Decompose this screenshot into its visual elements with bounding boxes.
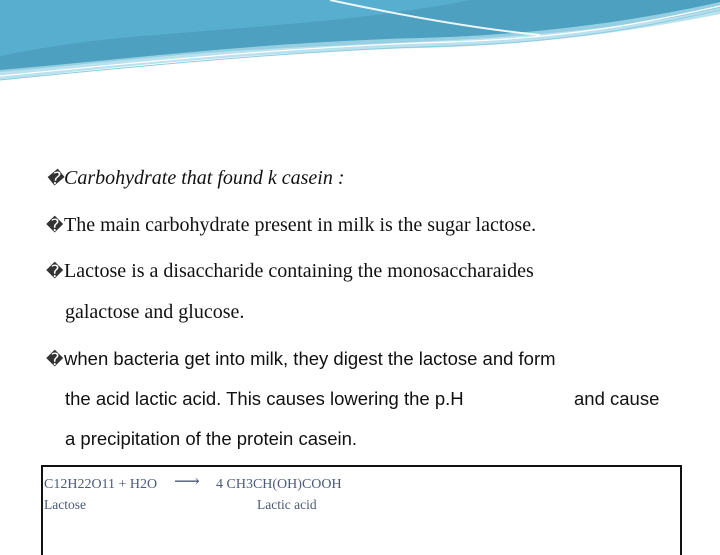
- bullet-lactose-disaccharide: [46, 260, 534, 283]
- reaction-arrow-icon: ⟶: [174, 471, 200, 491]
- product-label: Lactic acid: [257, 497, 317, 512]
- bullet-continuation: galactose and glucose.: [65, 301, 245, 323]
- equation-reactants: C12H22O11 + H2O: [44, 477, 158, 492]
- bullet-carbohydrate-heading: [46, 167, 345, 190]
- bullet-glyph-icon: �: [46, 169, 64, 189]
- bullet-glyph-icon: �: [46, 262, 64, 282]
- equation-product: 4 CH3CH(OH)COOH: [216, 477, 342, 492]
- bullet-bacteria: [46, 348, 556, 370]
- bullet-glyph-icon: �: [46, 350, 64, 370]
- equation-box: [41, 465, 682, 555]
- bullet-glyph-icon: �: [46, 216, 64, 236]
- bullet-text: The main carbohydrate present in milk is the sugar lactose.: [64, 214, 537, 236]
- bullet-text: Carbohydrate that found k casein :: [64, 167, 345, 189]
- bullet-text: when bacteria get into milk, they digest the lactose and form: [64, 348, 556, 369]
- bullet-continuation: a precipitation of the protein casein.: [65, 428, 358, 449]
- bullet-continuation: and cause: [574, 388, 660, 409]
- bullet-main-carbohydrate: [46, 214, 536, 237]
- reactant-label: Lactose: [44, 497, 86, 512]
- bullet-text: Lactose is a disaccharide containing the monosaccharaides: [64, 260, 534, 282]
- bullet-continuation: the acid lactic acid. This causes lowering the p.H: [65, 388, 464, 409]
- header-wave-decoration: [0, 0, 720, 90]
